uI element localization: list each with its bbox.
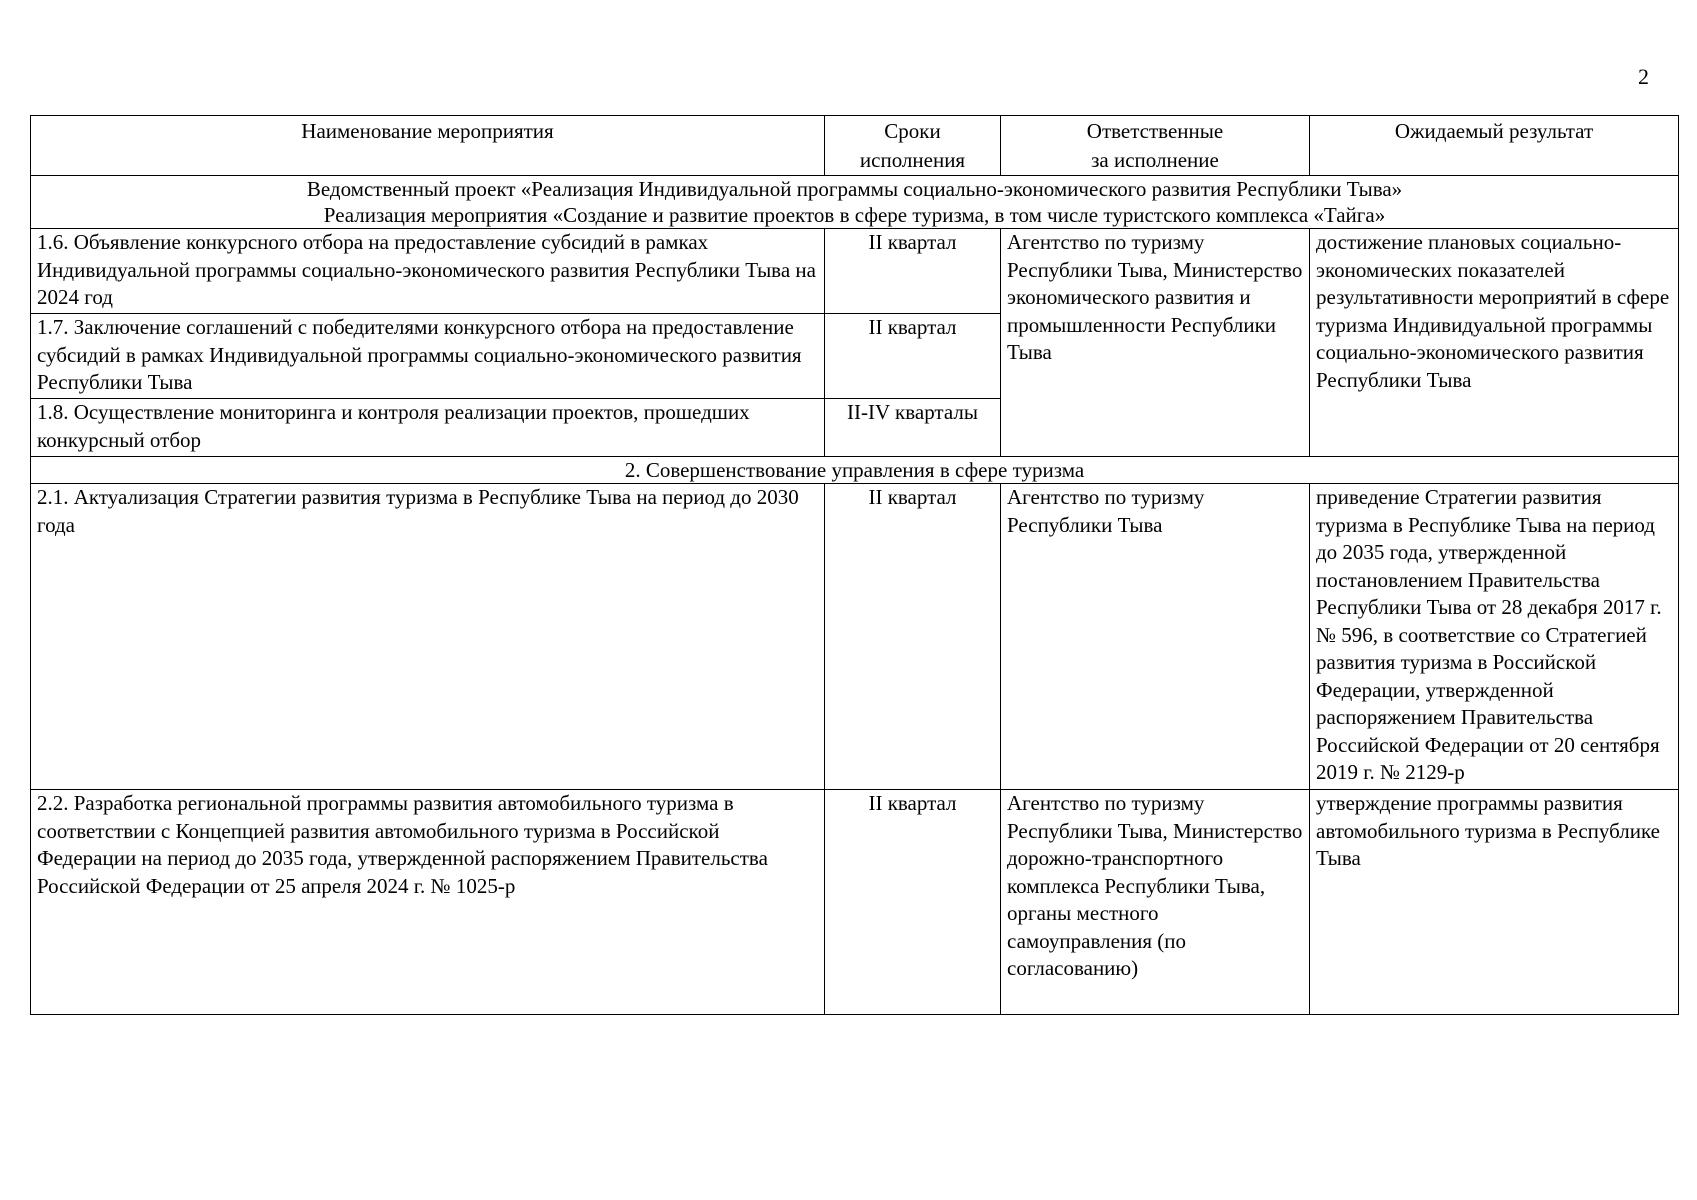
row-2-1-deadline: II квартал	[825, 484, 1001, 790]
row-1-7-deadline: II квартал	[825, 314, 1001, 399]
row-1-6-deadline: II квартал	[825, 229, 1001, 314]
header-responsible-line2: за исполнение	[1091, 148, 1219, 172]
row-1-6-name: 1.6. Объявление конкурсного отбора на предоставление субсидий в рамках Индивидуальной программы социально-экономического развития Республики Тыва на 2024 год	[31, 229, 825, 314]
table-row	[31, 790, 1679, 1015]
rows1-result: достижение плановых социально-экономических показателей результативности мероприятий в сфере туризма Индивидуальной программы социально-экономического развития Республики Тыва	[1310, 229, 1679, 457]
header-deadline	[825, 116, 1001, 176]
section-project-line2: Реализация мероприятия «Создание и развитие проектов в сфере туризма, в том числе туристского комплекса «Тайга»	[323, 203, 1386, 227]
row-1-8-deadline: II-IV кварталы	[825, 399, 1001, 457]
header-result-text: Ожидаемый результат	[1394, 119, 1594, 143]
header-name	[31, 116, 825, 176]
row-2-2-name: 2.2. Разработка региональной программы развития автомобильного туризма в соответствии с Концепцией развития автомобильного туризма в Российской Федерации на период до 2035 года, утвержденной распоряжением Правительства Российской Федерации от 25 апреля 2024 г. № 1025-р	[31, 790, 825, 1015]
row-2-2-deadline: II квартал	[825, 790, 1001, 1015]
section-project-line1: Ведомственный проект «Реализация Индивидуальной программы социально-экономического развития Республики Тыва»	[306, 177, 1403, 201]
section-management: 2. Совершенствование управления в сфере туризма	[31, 457, 1679, 484]
header-result	[1310, 116, 1679, 176]
header-deadline-line1: Сроки	[884, 119, 941, 143]
header-name-text: Наименование мероприятия	[301, 119, 554, 143]
page-number: 2	[1638, 64, 1649, 89]
row-1-7-name: 1.7. Заключение соглашений с победителями конкурсного отбора на предоставление субсидий в рамках Индивидуальной программы социально-экономического развития Республики Тыва	[31, 314, 825, 399]
row-2-1-responsible: Агентство по туризму Республики Тыва	[1001, 484, 1310, 790]
table-row	[31, 484, 1679, 790]
section-project	[31, 176, 1679, 229]
header-row	[31, 116, 1679, 176]
table-row	[31, 229, 1679, 314]
row-2-2-responsible: Агентство по туризму Республики Тыва, Министерство дорожно-транспортного комплекса Республики Тыва, органы местного самоуправления (по согласованию)	[1001, 790, 1310, 1015]
section-row-management	[31, 457, 1679, 484]
row-2-1-name: 2.1. Актуализация Стратегии развития туризма в Республике Тыва на период до 2030 года	[31, 484, 825, 790]
header-responsible	[1001, 116, 1310, 176]
header-responsible-line1: Ответственные	[1086, 119, 1224, 143]
row-2-1-result: приведение Стратегии развития туризма в Республике Тыва на период до 2035 года, утвержденной постановлением Правительства Республики Тыва от 28 декабря 2017 г. № 596, в соответствие со Стратегией развития туризма в Российской Федерации, утвержденной распоряжением Правительства Российской Федерации от 20 сентября 2019 г. № 2129-р	[1310, 484, 1679, 790]
section-row-project	[31, 176, 1679, 229]
row-1-8-name: 1.8. Осуществление мониторинга и контроля реализации проектов, прошедших конкурсный отбор	[31, 399, 825, 457]
row-2-2-result: утверждение программы развития автомобильного туризма в Республике Тыва	[1310, 790, 1679, 1015]
rows1-responsible: Агентство по туризму Республики Тыва, Министерство экономического развития и промышленности Республики Тыва	[1001, 229, 1310, 457]
header-deadline-line2: исполнения	[859, 148, 966, 172]
action-plan-table	[30, 115, 1679, 1015]
